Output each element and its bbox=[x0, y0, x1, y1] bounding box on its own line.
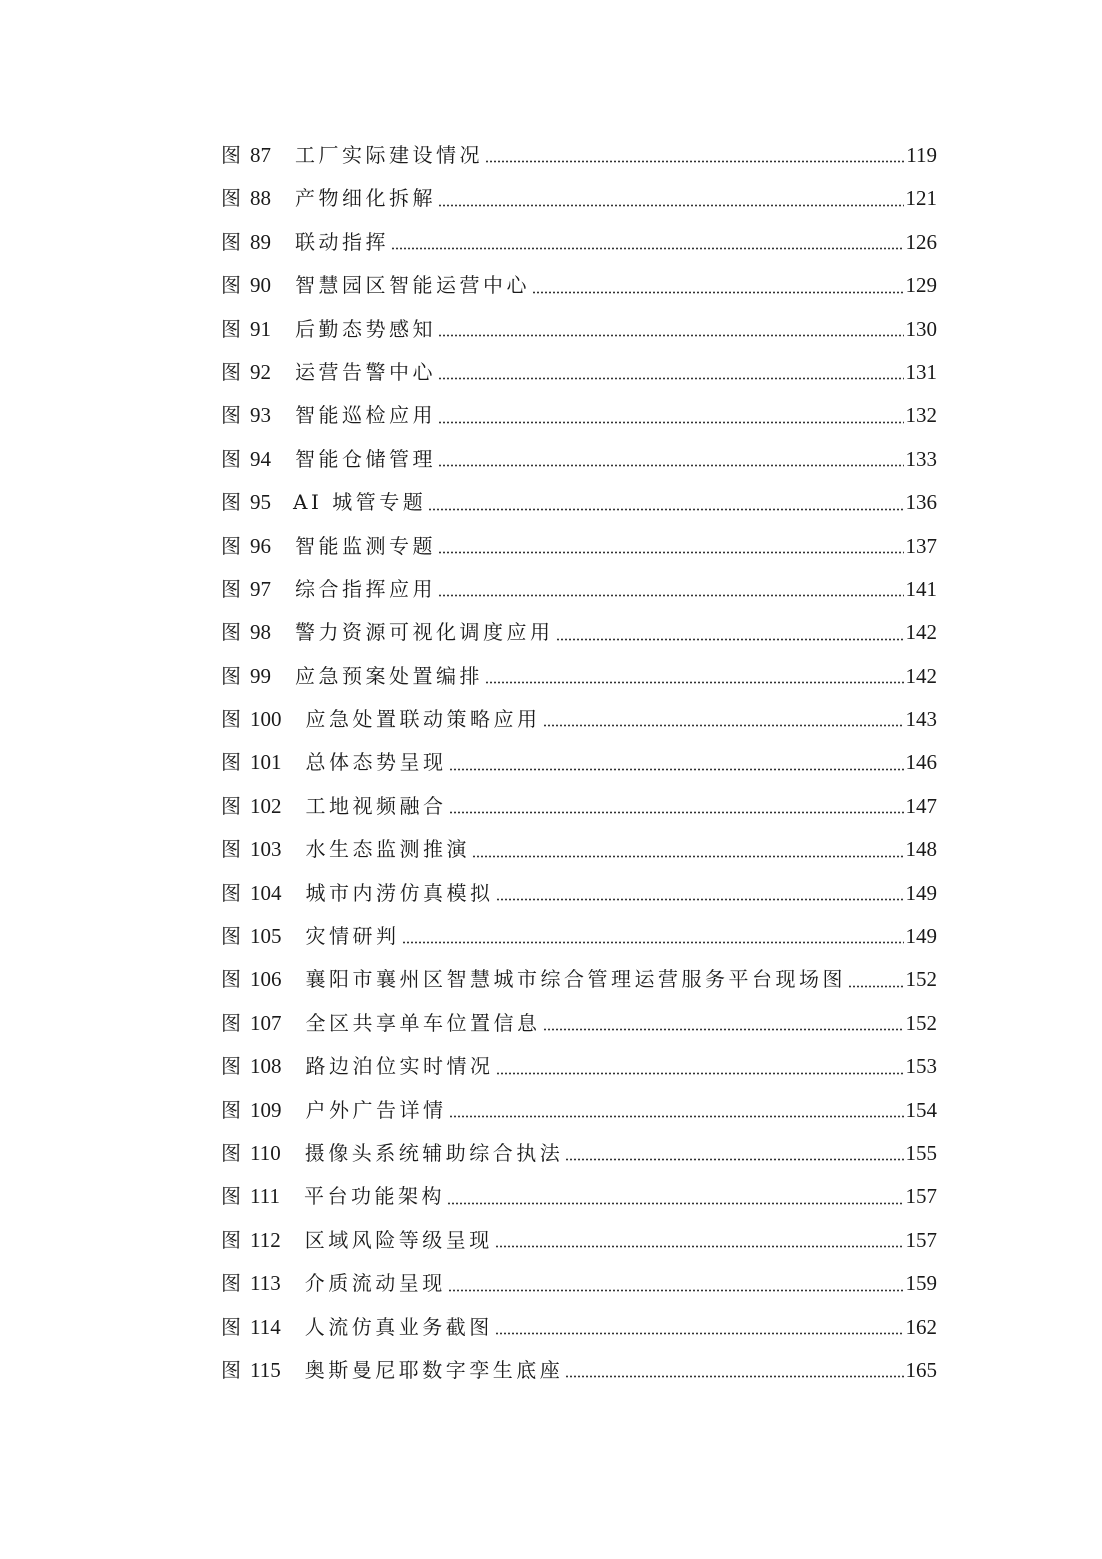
figure-number: 113 bbox=[250, 1271, 281, 1296]
figure-prefix: 图 bbox=[221, 1271, 241, 1296]
dot-leader bbox=[495, 1332, 904, 1335]
page-number: 159 bbox=[905, 1271, 937, 1296]
dot-leader bbox=[449, 768, 904, 771]
page-number: 147 bbox=[905, 793, 937, 818]
figure-number: 93 bbox=[250, 403, 271, 428]
figure-prefix: 图 bbox=[221, 273, 241, 298]
figure-title: 灾情研判 bbox=[305, 924, 400, 949]
page-number: 137 bbox=[905, 533, 937, 558]
dot-leader bbox=[485, 681, 904, 684]
figure-title: 襄阳市襄州区智慧城市综合管理运营服务平台现场图 bbox=[305, 967, 846, 992]
dot-leader bbox=[532, 291, 904, 294]
dot-leader bbox=[428, 508, 903, 511]
page-number: 136 bbox=[905, 490, 937, 515]
page-number: 154 bbox=[905, 1097, 937, 1122]
figure-number: 100 bbox=[250, 707, 282, 732]
page-number: 142 bbox=[905, 620, 937, 645]
page-number: 152 bbox=[905, 1010, 937, 1035]
figure-prefix: 图 bbox=[221, 316, 241, 341]
toc-entry[interactable] bbox=[221, 1349, 937, 1392]
figure-prefix: 图 bbox=[221, 663, 241, 688]
page-number: 149 bbox=[905, 924, 937, 949]
figure-prefix: 图 bbox=[221, 620, 241, 645]
figure-number: 102 bbox=[250, 793, 282, 818]
page-number: 142 bbox=[905, 663, 937, 688]
toc-entry[interactable] bbox=[221, 177, 937, 220]
dot-leader bbox=[848, 985, 904, 988]
figure-number: 111 bbox=[250, 1184, 280, 1209]
page-number: 162 bbox=[905, 1314, 937, 1339]
page-number: 165 bbox=[905, 1357, 937, 1382]
dot-leader bbox=[496, 898, 904, 901]
figure-prefix: 图 bbox=[221, 446, 241, 471]
figure-number: 99 bbox=[250, 663, 271, 688]
toc-entry[interactable] bbox=[221, 872, 937, 915]
figure-prefix: 图 bbox=[221, 793, 241, 818]
toc-entry[interactable] bbox=[221, 1045, 937, 1088]
page-number: 146 bbox=[905, 750, 937, 775]
page-number: 130 bbox=[905, 316, 937, 341]
page-number: 149 bbox=[905, 880, 937, 905]
figure-prefix: 图 bbox=[221, 1140, 241, 1165]
figure-number: 109 bbox=[250, 1097, 282, 1122]
figure-number: 107 bbox=[250, 1010, 282, 1035]
toc-entry[interactable] bbox=[221, 698, 937, 741]
figure-prefix: 图 bbox=[221, 967, 241, 992]
figure-prefix: 图 bbox=[221, 143, 241, 167]
page-number: 132 bbox=[905, 403, 937, 428]
figure-number: 94 bbox=[250, 446, 271, 471]
figure-number: 103 bbox=[250, 837, 282, 862]
figure-title: 产物细化拆解 bbox=[295, 186, 436, 211]
figure-number: 114 bbox=[250, 1314, 281, 1339]
figure-title: 智慧园区智能运营中心 bbox=[295, 273, 530, 298]
figure-title: AI 城管专题 bbox=[293, 490, 427, 515]
figure-number: 110 bbox=[250, 1140, 281, 1165]
page-number: 157 bbox=[905, 1184, 937, 1209]
toc-entry[interactable] bbox=[221, 1175, 937, 1218]
dot-leader bbox=[438, 334, 904, 337]
toc-entry[interactable] bbox=[221, 264, 937, 307]
toc-entry[interactable] bbox=[221, 1089, 937, 1132]
dot-leader bbox=[449, 811, 904, 814]
figure-title: 摄像头系统辅助综合执法 bbox=[304, 1140, 564, 1165]
figure-prefix: 图 bbox=[221, 490, 241, 515]
figure-prefix: 图 bbox=[221, 750, 241, 775]
figure-prefix: 图 bbox=[221, 1054, 241, 1079]
toc-entry[interactable] bbox=[221, 438, 937, 481]
figure-title: 警力资源可视化调度应用 bbox=[295, 620, 554, 645]
figure-number: 91 bbox=[250, 316, 271, 341]
dot-leader bbox=[565, 1375, 903, 1378]
dot-leader bbox=[391, 247, 904, 250]
dot-leader bbox=[485, 160, 904, 163]
figure-title: 运营告警中心 bbox=[295, 359, 436, 384]
toc-entry[interactable] bbox=[221, 785, 937, 828]
figure-prefix: 图 bbox=[221, 1010, 241, 1035]
figure-toc-list bbox=[221, 134, 937, 1392]
toc-entry[interactable] bbox=[221, 568, 937, 611]
dot-leader bbox=[495, 1245, 904, 1248]
figure-title: 奥斯曼尼耶数字孪生底座 bbox=[304, 1357, 564, 1382]
dot-leader bbox=[543, 1028, 904, 1031]
toc-entry[interactable] bbox=[221, 1306, 937, 1349]
dot-leader bbox=[447, 1202, 904, 1205]
page-number: 155 bbox=[905, 1140, 937, 1165]
figure-prefix: 图 bbox=[221, 837, 241, 862]
dot-leader bbox=[438, 464, 904, 467]
figure-number: 89 bbox=[250, 229, 271, 254]
toc-entry[interactable] bbox=[221, 655, 937, 698]
dot-leader bbox=[438, 421, 904, 424]
figure-number: 98 bbox=[250, 620, 271, 645]
figure-title: 应急处置联动策略应用 bbox=[305, 707, 541, 732]
dot-leader bbox=[543, 724, 904, 727]
figure-number: 87 bbox=[250, 143, 271, 167]
toc-entry[interactable] bbox=[221, 351, 937, 394]
dot-leader bbox=[438, 377, 904, 380]
toc-entry[interactable] bbox=[221, 1262, 937, 1305]
figure-prefix: 图 bbox=[221, 880, 241, 905]
figure-prefix: 图 bbox=[221, 1097, 241, 1122]
dot-leader bbox=[438, 594, 904, 597]
toc-entry[interactable] bbox=[221, 221, 937, 264]
figure-prefix: 图 bbox=[221, 1227, 241, 1252]
toc-entry[interactable] bbox=[221, 741, 937, 784]
toc-entry[interactable] bbox=[221, 611, 937, 654]
figure-title: 工厂实际建设情况 bbox=[295, 143, 483, 167]
figure-title: 智能仓储管理 bbox=[295, 446, 436, 471]
figure-prefix: 图 bbox=[221, 359, 241, 384]
dot-leader bbox=[472, 855, 904, 858]
figure-title: 联动指挥 bbox=[295, 229, 389, 254]
figure-prefix: 图 bbox=[221, 1357, 241, 1382]
figure-number: 104 bbox=[250, 880, 282, 905]
figure-number: 96 bbox=[250, 533, 271, 558]
figure-number: 90 bbox=[250, 273, 271, 298]
figure-prefix: 图 bbox=[221, 186, 241, 211]
figure-title: 全区共享单车位置信息 bbox=[305, 1010, 541, 1035]
figure-number: 92 bbox=[250, 359, 271, 384]
toc-entry[interactable] bbox=[221, 394, 937, 437]
figure-title: 平台功能架构 bbox=[303, 1184, 445, 1209]
dot-leader bbox=[438, 551, 904, 554]
figure-prefix: 图 bbox=[221, 403, 241, 428]
dot-leader bbox=[402, 941, 904, 944]
page-number: 131 bbox=[905, 359, 937, 384]
figure-title: 综合指挥应用 bbox=[295, 576, 436, 601]
toc-entry[interactable] bbox=[221, 1002, 937, 1045]
figure-title: 水生态监测推演 bbox=[305, 837, 470, 862]
dot-leader bbox=[448, 1289, 904, 1292]
figure-title: 应急预案处置编排 bbox=[295, 663, 483, 688]
figure-prefix: 图 bbox=[221, 1314, 241, 1339]
figure-title: 户外广告详情 bbox=[305, 1097, 447, 1122]
figure-number: 106 bbox=[250, 967, 282, 992]
dot-leader bbox=[496, 1072, 904, 1075]
page-number: 121 bbox=[905, 186, 937, 211]
dot-leader bbox=[438, 204, 904, 207]
figure-number: 108 bbox=[250, 1054, 282, 1079]
toc-entry[interactable] bbox=[221, 1132, 937, 1175]
figure-number: 88 bbox=[250, 186, 271, 211]
figure-title: 人流仿真业务截图 bbox=[304, 1314, 493, 1339]
figure-number: 115 bbox=[250, 1357, 281, 1382]
page-number: 153 bbox=[905, 1054, 937, 1079]
figure-number: 95 bbox=[250, 490, 271, 515]
toc-entry[interactable] bbox=[221, 134, 937, 177]
page-number: 152 bbox=[905, 967, 937, 992]
figure-title: 智能巡检应用 bbox=[295, 403, 436, 428]
toc-entry[interactable] bbox=[221, 1219, 937, 1262]
figure-title: 后勤态势感知 bbox=[295, 316, 436, 341]
page-number: 143 bbox=[905, 707, 937, 732]
figure-prefix: 图 bbox=[221, 707, 241, 732]
figure-prefix: 图 bbox=[221, 533, 241, 558]
figure-number: 101 bbox=[250, 750, 282, 775]
figure-prefix: 图 bbox=[221, 1184, 241, 1209]
page-number: 126 bbox=[905, 229, 937, 254]
dot-leader bbox=[565, 1158, 903, 1161]
figure-title: 城市内涝仿真模拟 bbox=[305, 880, 494, 905]
figure-title: 介质流动呈现 bbox=[304, 1271, 446, 1296]
page-number: 129 bbox=[905, 273, 937, 298]
figure-number: 97 bbox=[250, 576, 271, 601]
figure-title: 路边泊位实时情况 bbox=[305, 1054, 494, 1079]
figure-prefix: 图 bbox=[221, 576, 241, 601]
figure-title: 工地视频融合 bbox=[305, 793, 447, 818]
figure-title: 区域风险等级呈现 bbox=[304, 1227, 493, 1252]
figure-number: 105 bbox=[250, 924, 282, 949]
page-number: 148 bbox=[905, 837, 937, 862]
toc-entry[interactable] bbox=[221, 828, 937, 871]
figure-prefix: 图 bbox=[221, 229, 241, 254]
dot-leader bbox=[449, 1115, 904, 1118]
figure-title: 总体态势呈现 bbox=[305, 750, 447, 775]
toc-entry[interactable] bbox=[221, 525, 937, 568]
page-number: 157 bbox=[905, 1227, 937, 1252]
figure-prefix: 图 bbox=[221, 924, 241, 949]
figure-title: 智能监测专题 bbox=[295, 533, 436, 558]
toc-entry[interactable] bbox=[221, 308, 937, 351]
toc-entry[interactable] bbox=[221, 958, 937, 1001]
dot-leader bbox=[556, 638, 904, 641]
figure-number: 112 bbox=[250, 1227, 281, 1252]
toc-entry[interactable] bbox=[221, 915, 937, 958]
page-number: 119 bbox=[906, 143, 937, 167]
page-number: 141 bbox=[905, 576, 937, 601]
toc-entry[interactable] bbox=[221, 481, 937, 524]
page-number: 133 bbox=[905, 446, 937, 471]
